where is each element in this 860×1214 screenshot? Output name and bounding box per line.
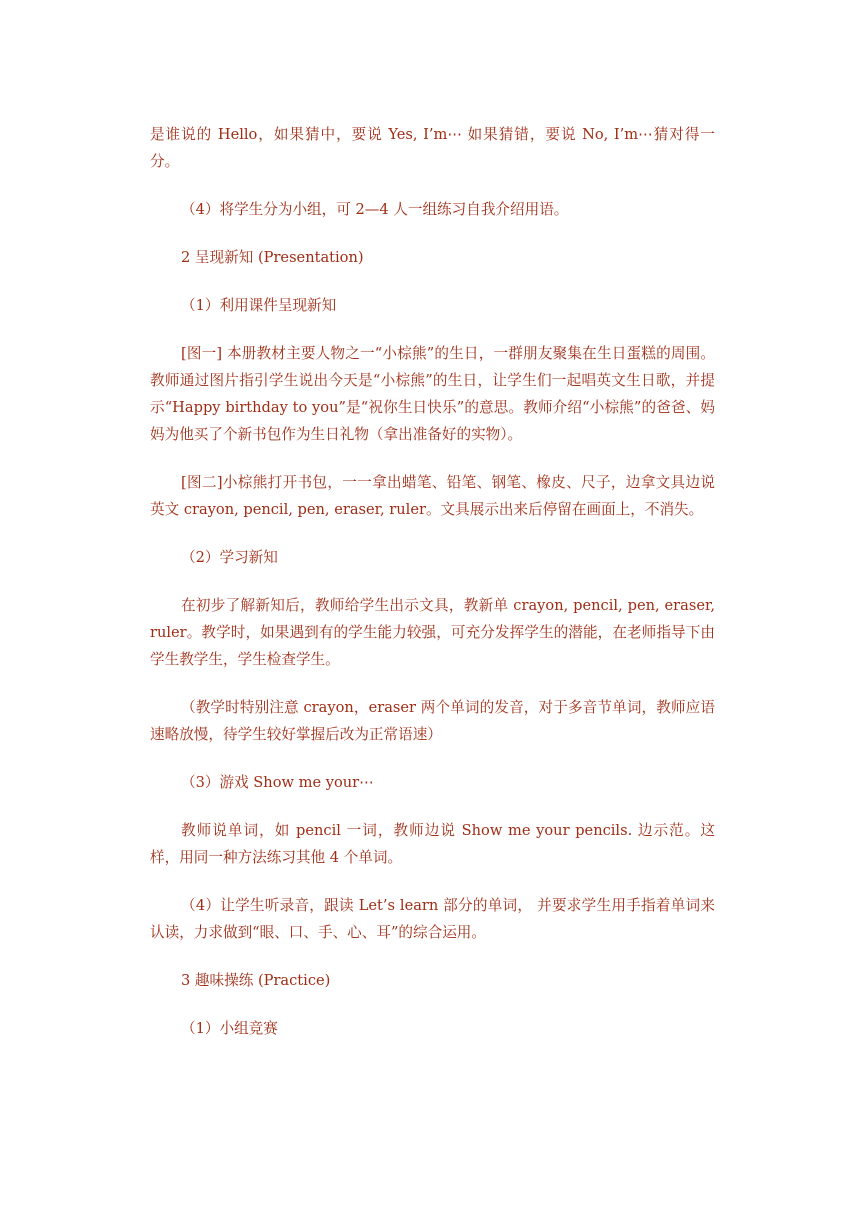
subheading-game: （3）游戏 Show me your⋯	[181, 774, 374, 791]
paragraph-game-description: 教师说单词，如 pencil 一词，教师边说 Show me your pencils. 边示范。这样，用同一种方法练习其他 4 个单词。	[150, 822, 715, 866]
section-heading-practice: 3 趣味操练 (Practice)	[181, 972, 331, 989]
subheading-courseware: （1）利用课件呈现新知	[181, 297, 337, 314]
paragraph-figure-one: [图一] 本册教材主要人物之一“小棕熊”的生日，一群朋友聚集在生日蛋糕的周围。教师通过图片指引学生说出今天是“小棕熊”的生日，让学生们一起唱英文生日歌，并提示“Happy birthday to you”是“祝你生日快乐”的意思。教师介绍“小棕熊”的爸爸、妈妈为他买了个新书包作为生日礼物（拿出准备好的实物）。	[150, 345, 715, 443]
paragraph-listen-repeat: （4）让学生听录音，跟读 Let’s learn 部分的单词， 并要求学生用手指着单词来认读，力求做到“眼、口、手、心、耳”的综合运用。	[150, 897, 715, 941]
subheading-learn-new: （2）学习新知	[181, 549, 278, 566]
document-body	[150, 121, 715, 1063]
paragraph-figure-two: [图二]小棕熊打开书包，一一拿出蜡笔、铅笔、钢笔、橡皮、尺子，边拿文具边说英文 crayon, pencil, pen, eraser, ruler。文具展示出来后停留在画面上，不消失。	[150, 474, 715, 518]
paragraph-group-practice: （4）将学生分为小组，可 2—4 人一组练习自我介绍用语。	[181, 201, 569, 218]
paragraph-teach-words: 在初步了解新知后，教师给学生出示文具，教新单 crayon, pencil, pen, eraser, ruler。教学时，如果遇到有的学生能力较强，可充分发挥学生的潜能，在老师指导下由学生教学生，学生检查学生。	[150, 597, 715, 668]
subheading-group-contest: （1）小组竞赛	[181, 1020, 278, 1037]
paragraph-guess-speaker: 是谁说的 Hello，如果猜中，要说 Yes, I’m⋯ 如果猜错，要说 No, I’m⋯猜对得一分。	[150, 126, 715, 170]
paragraph-pronunciation-note: （教学时特别注意 crayon，eraser 两个单词的发音，对于多音节单词，教师应语速略放慢，待学生较好掌握后改为正常语速）	[150, 699, 715, 743]
section-heading-presentation: 2 呈现新知 (Presentation)	[181, 249, 364, 266]
